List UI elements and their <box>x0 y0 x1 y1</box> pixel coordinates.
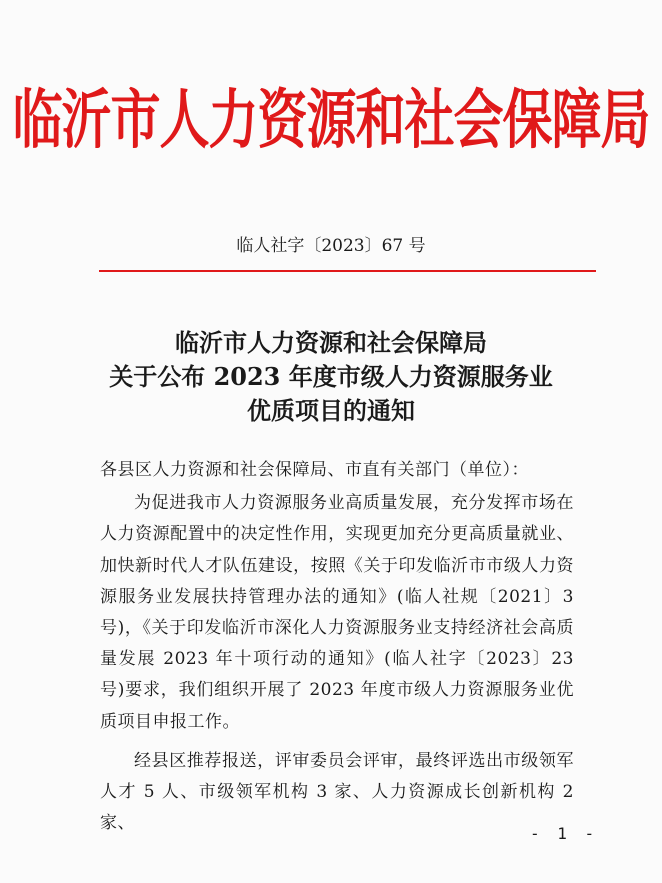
body-paragraph: 经县区推荐报送，评审委员会评审，最终评选出市级领军人才 5 人、市级领军机构 3 家、人力资源成长创新机构 2 家、 <box>100 750 574 834</box>
notice-title-line: 优质项目的通知 <box>247 396 415 425</box>
notice-title-line: 临沂市人力资源和社会保障局 <box>175 328 487 357</box>
red-divider-line <box>99 270 596 272</box>
body-paragraph: 为促进我市人力资源服务业高质量发展，充分发挥市场在人力资源配置中的决定性作用，实现更加充分更高质量就业、加快新时代人才队伍建设，按照《关于印发临沂市市级人力资源服务业发展扶持管理办法的通知》(临人社规〔2021〕3 号)，《关于印发临沂市深化人力资源服务业支持经济社会高质量发展 2023 年十项行动的通知》(临人社字〔2023〕23 号)要求，我们组织开展了 2023 年度市级人力资源服务业优质项目申报工作。 <box>100 493 574 732</box>
notice-title <box>0 326 662 428</box>
page-number: - 1 - <box>530 824 599 843</box>
issuer-header: 临沂市人力资源和社会保障局 <box>12 81 650 158</box>
document-number: 临人社字〔2023〕67 号 <box>236 236 426 256</box>
notice-title-line: 关于公布 2023 年度市级人力资源服务业 <box>109 362 553 391</box>
notice-body <box>100 455 574 839</box>
addressee-line: 各县区人力资源和社会保障局、市直有关部门（单位）： <box>100 460 529 480</box>
